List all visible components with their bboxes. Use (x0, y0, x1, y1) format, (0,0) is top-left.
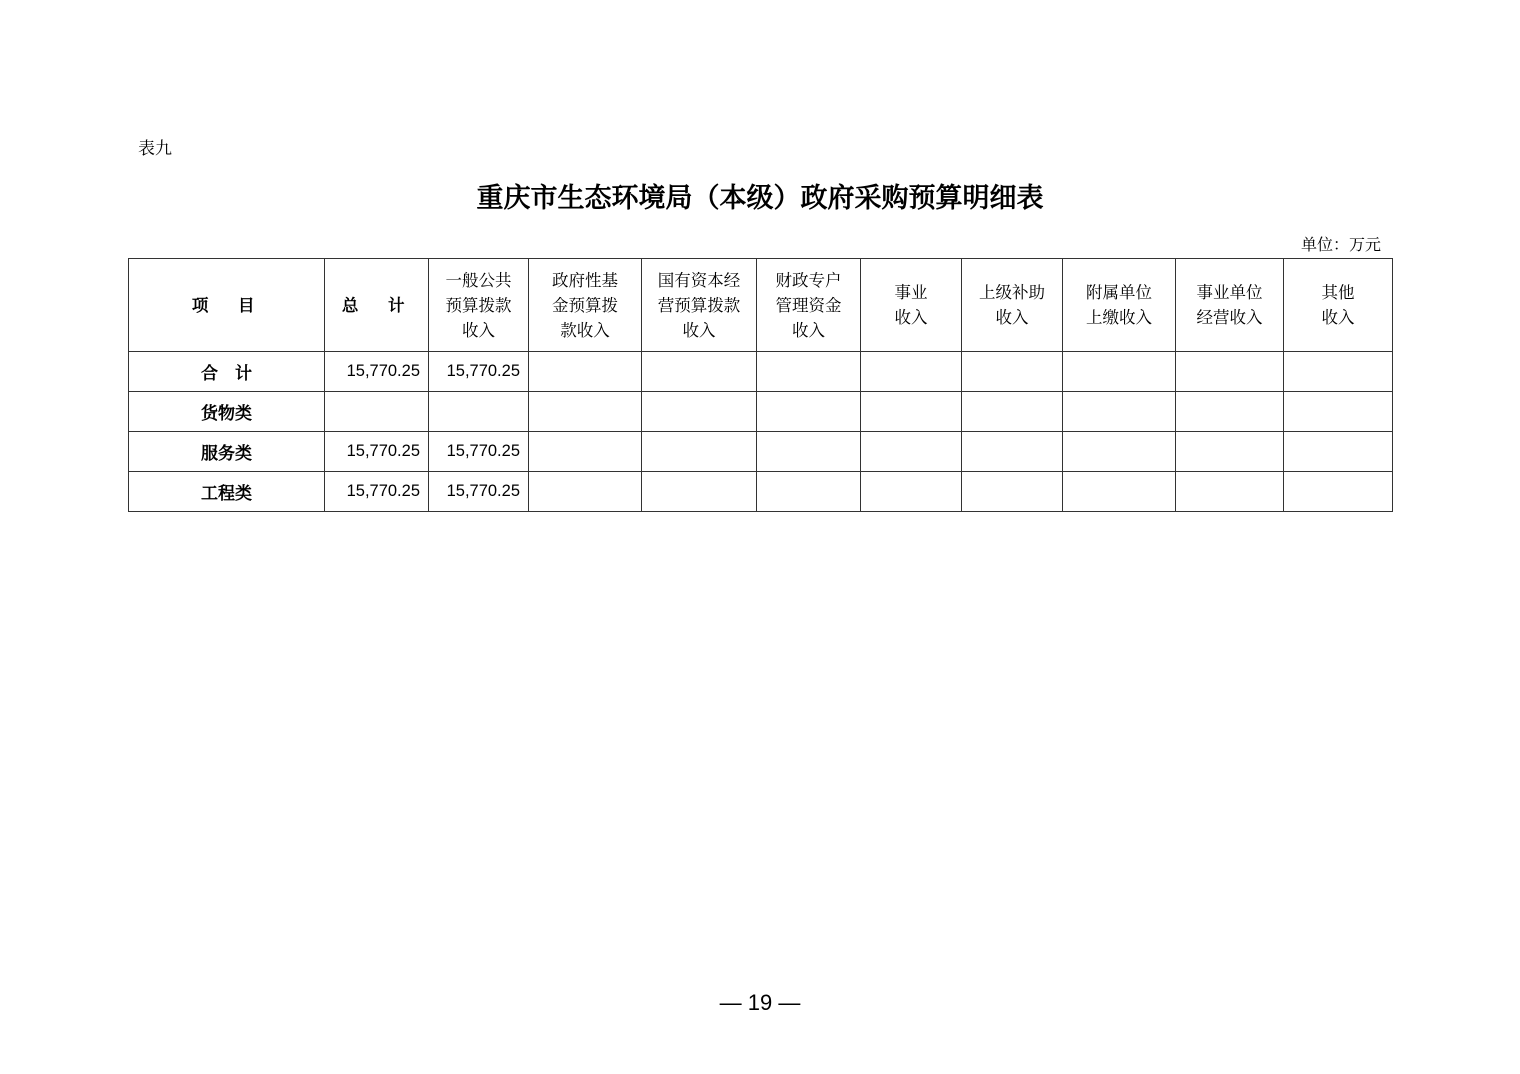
col-header-total: 总 计 (325, 259, 429, 352)
table-cell: 15,770.25 (429, 472, 529, 512)
table-cell (861, 432, 962, 472)
table-cell (642, 392, 757, 432)
table-cell (757, 472, 861, 512)
row-label: 货物类 (129, 392, 325, 432)
table-cell: 15,770.25 (325, 472, 429, 512)
table-cell (1284, 472, 1393, 512)
row-label: 服务类 (129, 432, 325, 472)
col-header-item: 项 目 (129, 259, 325, 352)
table-cell (1063, 432, 1176, 472)
header-row (129, 259, 1393, 352)
col-header-other-income: 其他 收入 (1284, 259, 1393, 352)
table-cell (861, 352, 962, 392)
row-label: 合 计 (129, 352, 325, 392)
col-header-business-operation: 事业单位 经营收入 (1176, 259, 1284, 352)
table-cell (962, 432, 1063, 472)
table-cell (529, 472, 642, 512)
table-cell: 15,770.25 (325, 432, 429, 472)
col-header-business-income: 事业 收入 (861, 259, 962, 352)
table-cell (1284, 392, 1393, 432)
col-header-special-account: 财政专户 管理资金 收入 (757, 259, 861, 352)
col-header-gov-fund: 政府性基 金预算拨 款收入 (529, 259, 642, 352)
table-cell (962, 472, 1063, 512)
table-cell (642, 432, 757, 472)
page-number: — 19 — (719, 990, 801, 1015)
table-row (129, 352, 1393, 392)
table-cell (1063, 352, 1176, 392)
table-cell (529, 432, 642, 472)
table-cell (1176, 432, 1284, 472)
table-row (129, 392, 1393, 432)
table-cell (642, 472, 757, 512)
table-label: 表九 (138, 139, 172, 159)
col-header-affiliated-remit: 附属单位 上缴收入 (1063, 259, 1176, 352)
table-cell: 15,770.25 (429, 432, 529, 472)
table-cell: 15,770.25 (325, 352, 429, 392)
table-cell (1176, 472, 1284, 512)
table-cell (1176, 352, 1284, 392)
table-row (129, 472, 1393, 512)
col-header-general-budget: 一般公共 预算拨款 收入 (429, 259, 529, 352)
table-cell (757, 352, 861, 392)
table-cell (325, 392, 429, 432)
col-header-superior-subsidy: 上级补助 收入 (962, 259, 1063, 352)
table-cell (962, 392, 1063, 432)
table-cell (529, 352, 642, 392)
table-cell (1063, 392, 1176, 432)
table-cell (757, 432, 861, 472)
table-cell (861, 392, 962, 432)
table-cell: 15,770.25 (429, 352, 529, 392)
row-label: 工程类 (129, 472, 325, 512)
table-cell (1063, 472, 1176, 512)
table-cell (429, 392, 529, 432)
table-cell (962, 352, 1063, 392)
col-header-state-capital: 国有资本经 营预算拨款 收入 (642, 259, 757, 352)
table-row (129, 432, 1393, 472)
procurement-budget-table (128, 258, 1393, 512)
table-cell (861, 472, 962, 512)
table-cell (1284, 432, 1393, 472)
unit-note: 单位：万元 (1300, 235, 1381, 254)
document-title: 重庆市生态环境局（本级）政府采购预算明细表 (476, 183, 1044, 214)
table-cell (1284, 352, 1393, 392)
table-cell (1176, 392, 1284, 432)
table-cell (757, 392, 861, 432)
table-cell (642, 352, 757, 392)
table-cell (529, 392, 642, 432)
